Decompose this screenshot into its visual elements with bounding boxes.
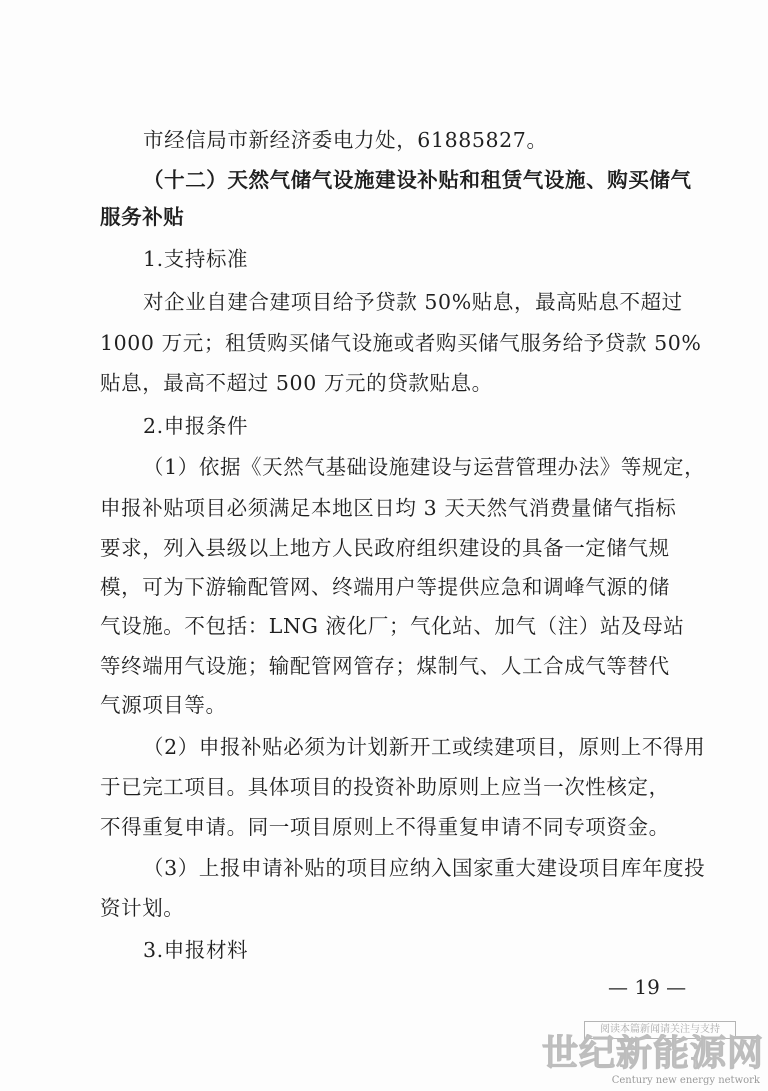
paragraph-line: （2）申报补贴必须为计划新开工或续建项目，原则上不得用 (143, 735, 706, 759)
paragraph-line: 等终端用气设施；输配管网管存；煤制气、人工合成气等替代 (100, 654, 670, 678)
paragraph-line: 1000 万元；租赁购买储气设施或者购买储气服务给予贷款 50% (100, 331, 702, 355)
subheading-application-materials: 3.申报材料 (143, 938, 249, 962)
page-number: — 19 — (608, 975, 687, 999)
watermark-tag: 阅读本篇新闻请关注与支持 (584, 1021, 736, 1039)
paragraph-line: 不得重复申请。同一项目原则上不得重复申请不同专项资金。 (100, 815, 670, 839)
paragraph-line: 申报补贴项目必须满足本地区日均 3 天天然气消费量储气指标 (100, 496, 677, 520)
paragraph-line: 要求，列入县级以上地方人民政府组织建设的具备一定储气规 (100, 536, 670, 560)
paragraph-line: 资计划。 (100, 896, 185, 920)
paragraph-line: （3）上报申请补贴的项目应纳入国家重大建设项目库年度投 (143, 856, 706, 880)
section-heading-cont: 服务补贴 (100, 205, 185, 229)
paragraph-line: 气源项目等。 (100, 693, 227, 717)
section-heading: （十二）天然气储气设施建设补贴和租赁气设施、购买储气 (143, 168, 692, 192)
subheading-support-standard: 1.支持标准 (143, 247, 249, 271)
paragraph-line: （1）依据《天然气基础设施建设与运营管理办法》等规定， (143, 455, 706, 479)
subheading-application-conditions: 2.申报条件 (143, 414, 249, 438)
watermark-subtitle: Century new energy network (611, 1075, 760, 1086)
watermark-brand: 世纪新能源网 (541, 1034, 764, 1074)
paragraph-line: 贴息，最高不超过 500 万元的贷款贴息。 (100, 371, 493, 395)
paragraph-line: 对企业自建合建项目给予贷款 50%贴息，最高贴息不超过 (143, 290, 683, 314)
contact-line: 市经信局市新经济委电力处，61885827。 (143, 128, 548, 152)
paragraph-line: 模，可为下游输配管网、终端用户等提供应急和调峰气源的储 (100, 575, 670, 599)
paragraph-line: 于已完工项目。具体项目的投资补助原则上应当一次性核定， (100, 775, 670, 799)
paragraph-line: 气设施。不包括：LNG 液化厂；气化站、加气（注）站及母站 (100, 614, 685, 638)
